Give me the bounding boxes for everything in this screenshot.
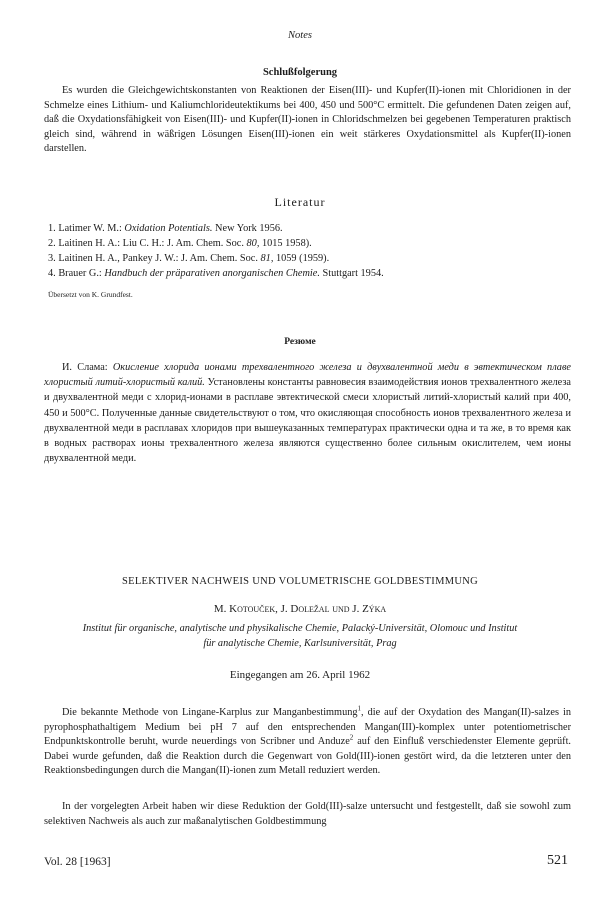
resume-heading: Резюме xyxy=(284,337,316,347)
reference-item: 1. Latimer W. M.: Oxidation Potentials. New York 1956. xyxy=(48,223,283,234)
reference-item: 3. Laitinen H. A., Pankey J. W.: J. Am. Chem. Soc. 81, 1059 (1959). xyxy=(48,253,330,264)
resume-text: Установлены константы равновесия взаимодействия ионов трехвалентного железа и двухвалентной меди с хлорид-ионами в расплаве эвтектической смеси хлористый литий-хлористый калий при 400, 450 и 500°C. Полученные данные свидетельствуют о том, что окисляющая способность ионов трехвалентного железа и двухвалентной меди в расплавах хлоридов при вышеуказанных температурах практически одна и та же, в то время как в водных растворах ионы трехвалентного железа являются существенно более сильным окислителем, чем ионы двухвалентной меди. xyxy=(44,377,571,465)
resume-author: И. Слама: xyxy=(62,362,108,373)
running-title: Notes xyxy=(288,30,312,41)
received-date: Eingegangen am 26. April 1962 xyxy=(229,669,371,681)
resume-title: Окисление хлорида ионами трехвалентного железа и двухвалентной меди в эвтектическом плаве хлористый литий-хлористый калий. xyxy=(44,362,571,389)
article-title: SELEKTIVER NACHWEIS UND VOLUMETRISCHE GOLDBESTIMMUNG xyxy=(121,576,479,587)
resume-body xyxy=(44,360,571,466)
reference-item: 2. Laitinen H. A.: Liu C. H.: J. Am. Chem. Soc. 80, 1015 1958). xyxy=(48,238,312,249)
article-paragraph: Die bekannte Methode von Lingane-Karplus zur Manganbestimmung$^1$, die auf der Oxydation des Mangan(II)-salzes in pyrophosphathaltigem Medium bei pH 7 auf den entsprechenden Mangan(III)-komplex unter potentiometrischer Endpunktskontrolle beruht, wurde neuerdings von Scribner und Anduze$^2$ auf den Einfluß verschiedenster Elemente geprüft. Dabei wurde gefunden, daß die Reaktion durch die Gegenwart von Gold(III)-ionen gestört wird, da die letzteren unter den Reaktionsbedingungen durch die Mangan(II)-ionen zum Metall reduziert werden. xyxy=(44,704,572,777)
literature-heading: Literatur xyxy=(274,195,326,209)
page-number: 521 xyxy=(547,853,568,868)
article-paragraph: In der vorgelegten Arbeit haben wir diese Reduktion der Gold(III)-salze untersucht und festgestellt, daß sie sowohl zum selektiven Nachweis als auch zur maßanalytischen Goldbestimmung xyxy=(44,801,571,827)
reference-list xyxy=(48,221,568,281)
volume-info: Vol. 28 [1963] xyxy=(44,856,111,868)
conclusion-heading: Schlußfolgerung xyxy=(262,67,338,78)
conclusion-body: Es wurden die Gleichgewichtskonstanten von Reaktionen der Eisen(III)- und Kupfer(II)-ionen mit Chloridionen in der Schmelze eines Lithium- und Kaliumchlorideutektikums bei 400, 450 und 500°C ermittelt. Die gefundenen Daten zeigen auf, daß die Oxydationsfähigkeit von Eisen(III)- und Kupfer(II)-ionen in Chloridschmelzen bei gegebenen Temperaturen praktisch gleich sind, während in wäßrigen Lösungen Eisen(III)-ionen ein weit stärkeres Oxydationsmittel als Kupfer(II)-ionen darstellen. xyxy=(44,85,571,155)
reference-item: 4. Brauer G.: Handbuch der präparativen anorganischen Chemie. Stuttgart 1954. xyxy=(48,268,384,279)
translator-note: Übersetzt von K. Grundfest. xyxy=(48,290,133,299)
article-authors: M. Kotouček, J. Doležal und J. Zýka xyxy=(213,603,387,615)
article-affiliation: Institut für organische, analytische und physikalische Chemie, Palacký-Universität, Olomouc und Institut für analytische Chemie, Karlsuniversität, Prag xyxy=(82,623,518,649)
